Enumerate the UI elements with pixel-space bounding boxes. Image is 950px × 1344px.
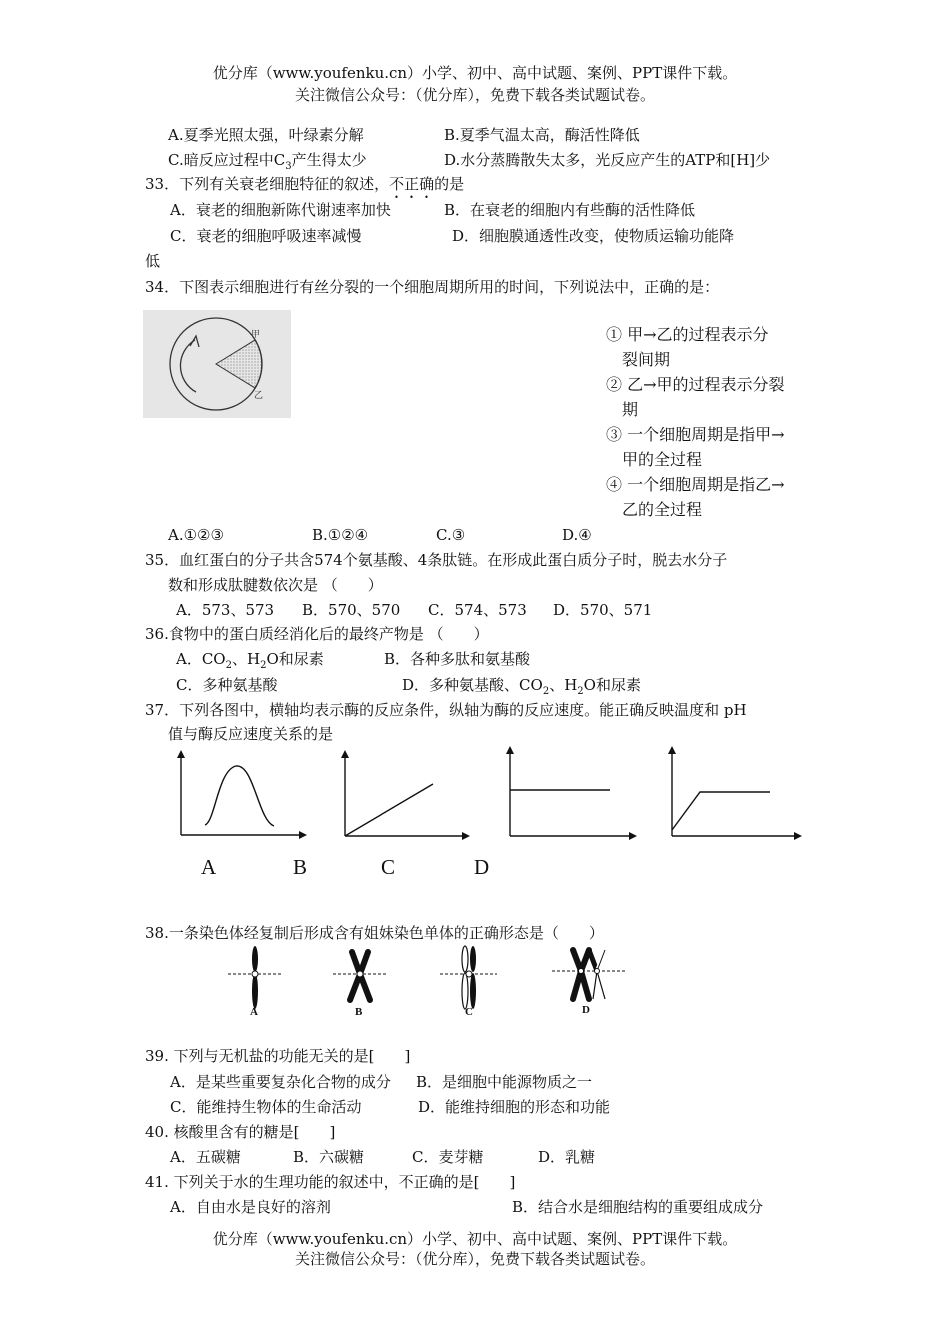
q34-option-c: C.③ [436,526,466,544]
q34-statement-3b: 甲的全过程 [622,450,703,469]
graph-a-curve [205,766,274,826]
q39-option-a: A．是某些重要复杂化合物的成分 [170,1073,391,1091]
q33-option-c: C．衰老的细胞呼吸速率减慢 [170,227,362,245]
chromosome-b [333,952,388,1000]
q33-option-b: B．在衰老的细胞内有些酶的活性降低 [444,201,696,219]
graph-a [181,752,305,835]
q35-option-c: C．574、573 [428,601,527,619]
q34-option-b: B.①②④ [312,526,369,544]
q34-statement-2b: 期 [622,400,639,419]
q41-stem: 41. 下列关于水的生理功能的叙述中，不正确的是[ ] [145,1173,516,1191]
graph-d-line [672,792,770,830]
graph-b [345,752,468,836]
q33-option-a: A．衰老的细胞新陈代谢速率加快 [170,201,391,219]
chromosome-label-d: D [582,1004,590,1016]
q39-option-c: C．能维持生物体的生命活动 [170,1098,362,1116]
graph-d [672,748,800,836]
division-sector [216,340,262,388]
q37-stem-2: 值与酶反应速度关系的是 [168,725,334,743]
footer-line-1: 优分库（www.youfenku.cn）小学、初中、高中试题、案例、PPT课件下载。 [212,1230,738,1248]
q33-option-d: D．细胞膜通透性改变，使物质运输功能降 [452,227,735,245]
q32-option-c: C.暗反应过程中$C_3$产生得太少 [168,151,367,172]
q40-stem: 40. 核酸里含有的糖是[ ] [145,1123,336,1141]
q39-stem: 39. 下列与无机盐的功能无关的是[ ] [145,1047,411,1065]
q41-option-a: A．自由水是良好的溶剂 [170,1198,331,1216]
q35-stem-1: 35．血红蛋白的分子共含574个氨基酸、4条肽链。在形成此蛋白质分子时，脱去水分子 [145,551,728,569]
q36-option-d: D．多种氨基酸、$CO_2$、$H_2O$和尿素 [402,676,641,697]
q39-option-d: D．能维持细胞的形态和功能 [418,1098,611,1116]
q40-option-a: A．五碳糖 [170,1148,241,1166]
chromosome-d [552,950,625,999]
q36-stem: 36.食物中的蛋白质经消化后的最终产物是 （ ） [145,625,489,643]
q33-stem: 33．下列有关衰老细胞特征的叙述，不正确的是 [145,175,465,193]
chromosome-label-b: B [355,1006,363,1018]
q34-stem: 34．下图表示细胞进行有丝分裂的一个细胞周期所用的时间，下列说法中，正确的是： [145,278,720,296]
footer-line-2: 关注微信公众号：（优分库），免费下载各类试题试卷。 [294,1250,655,1268]
q33-option-d-wrap: 低 [145,252,161,270]
q34-statement-4b: 乙的全过程 [622,500,703,519]
q35-option-d: D．570、571 [553,601,653,619]
graph-label-a: A [201,855,217,879]
label-yi: 乙 [254,391,264,401]
chromosome-a [228,946,282,1009]
header-line-2: 关注微信公众号：（优分库），免费下载各类试题试卷。 [294,86,655,104]
q40-option-c: C．麦芽糖 [412,1148,484,1166]
q41-option-b: B．结合水是细胞结构的重要组成成分 [512,1198,764,1216]
graph-label-d: D [474,855,490,879]
q36-option-b: B．各种多肽和氨基酸 [384,650,531,668]
chromosome-label-a: A [250,1006,258,1018]
q38-stem: 38.一条染色体经复制后形成含有姐妹染色单体的正确形态是（ ） [145,924,604,942]
cell-cycle-diagram [143,310,291,418]
header-line-1: 优分库（www.youfenku.cn）小学、初中、高中试题、案例、PPT课件下载。 [212,64,738,82]
q35-stem-2: 数和形成肽腱数依次是 （ ） [168,576,383,594]
chromosome-figures [0,944,950,1014]
cell-cycle-svg [143,310,291,418]
graph-label-b: B [293,855,308,879]
q35-option-a: A．573、573 [176,601,275,619]
q34-statement-1b: 裂间期 [622,350,671,369]
graph-c [510,748,635,836]
q40-option-b: B．六碳糖 [293,1148,365,1166]
q35-option-b: B．570、570 [302,601,401,619]
cycle-arrow-head [190,336,199,347]
q32-option-d: D.水分蒸腾散失太多，光反应产生的ATP和[H]少 [444,151,771,169]
graph-b-line [345,784,433,836]
q34-statement-1a: ① 甲→乙的过程表示分 [606,325,769,344]
label-jia: 甲 [251,330,261,340]
q33-emphasis: 不正确 [389,175,435,193]
q37-stem-1: 37．下列各图中，横轴均表示酶的反应条件，纵轴为酶的反应速度。能正确反映温度和 pH [145,701,747,719]
graph-label-c: C [381,855,396,879]
q36-option-a: A．$CO_2$、$H_2O$和尿素 [176,650,324,671]
q34-statement-3a: ③ 一个细胞周期是指甲→ [606,425,785,444]
q34-option-a: A.①②③ [168,526,224,544]
chromosome-label-c: C [465,1006,473,1018]
q32-option-b: B.夏季气温太高，酶活性降低 [444,126,640,144]
cycle-arrow-arc [180,340,196,392]
q34-statement-4a: ④ 一个细胞周期是指乙→ [606,475,785,494]
chromosome-c [440,946,497,1009]
q34-option-d: D.④ [562,526,592,544]
q34-statement-2a: ② 乙→甲的过程表示分裂 [606,375,785,394]
q32-option-a: A.夏季光照太强，叶绿素分解 [168,126,364,144]
q39-option-b: B．是细胞中能源物质之一 [416,1073,593,1091]
q40-option-d: D．乳糖 [538,1148,596,1166]
q36-option-c: C．多种氨基酸 [176,676,278,694]
